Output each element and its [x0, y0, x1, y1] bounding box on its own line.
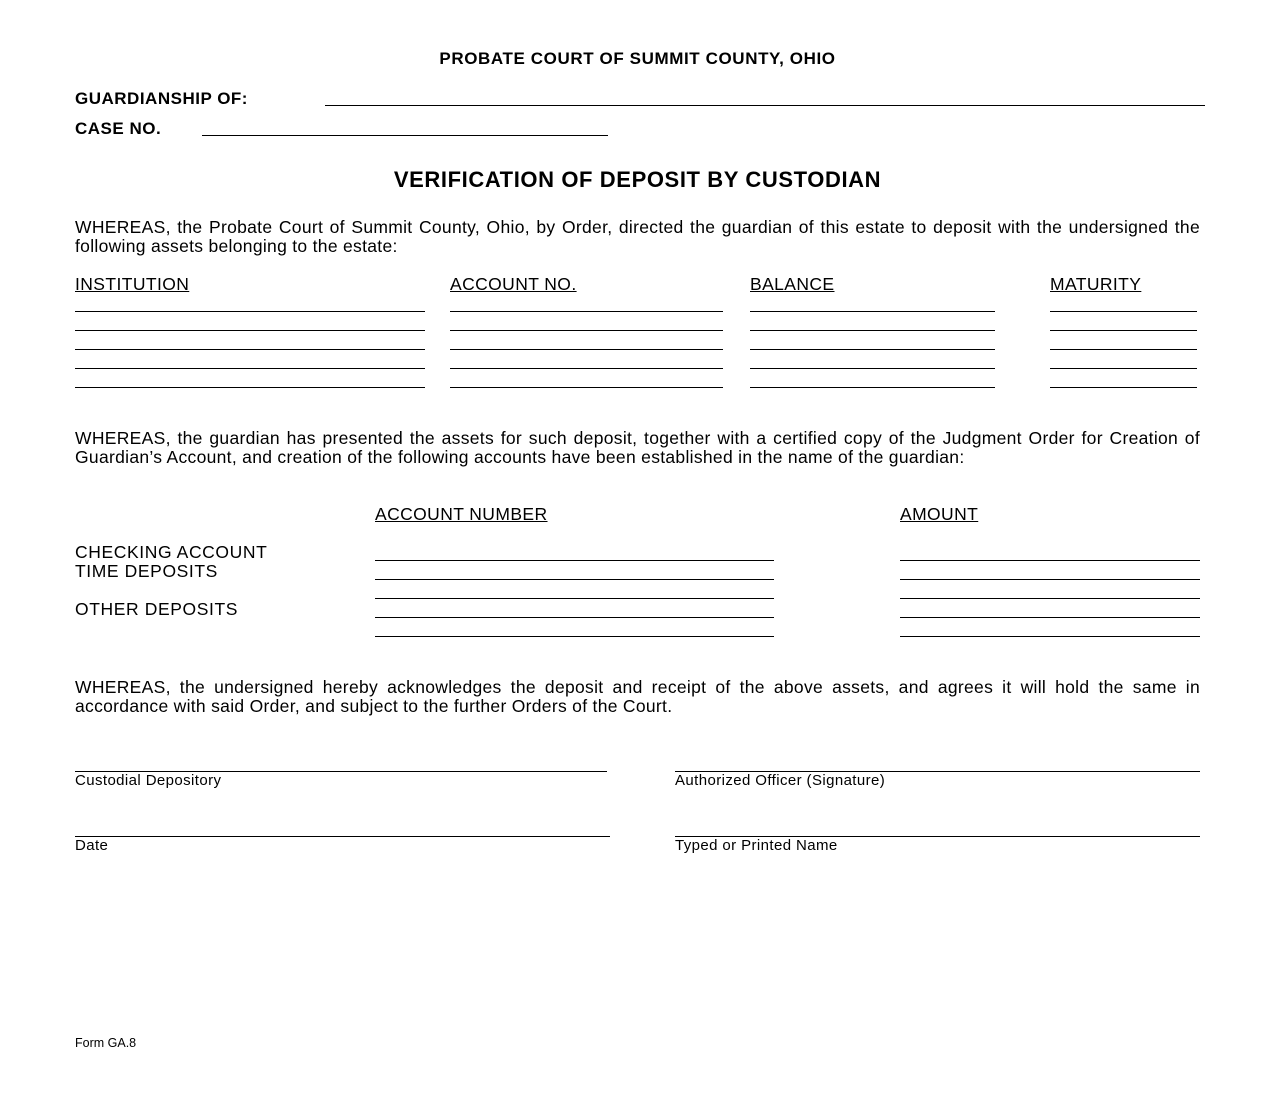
- account-number-input[interactable]: [375, 543, 774, 559]
- asset-account-no-line: [450, 368, 723, 369]
- asset-institution-line: [75, 330, 425, 331]
- asset-maturity-input[interactable]: [1050, 370, 1197, 386]
- asset-balance-input[interactable]: [750, 294, 995, 310]
- form-title: VERIFICATION OF DEPOSIT BY CUSTODIAN: [393, 167, 882, 192]
- account-number-line: [375, 636, 774, 637]
- asset-account-no-input[interactable]: [450, 294, 723, 310]
- amount-line: [900, 617, 1200, 618]
- asset-account-no-input[interactable]: [450, 313, 723, 329]
- label-checking-account: CHECKING ACCOUNT: [75, 542, 268, 562]
- custodial-depository-label: Custodial Depository: [75, 772, 222, 789]
- date-line[interactable]: [75, 836, 610, 837]
- account-number-line: [375, 560, 774, 561]
- asset-balance-input[interactable]: [750, 351, 995, 367]
- asset-maturity-line: [1050, 387, 1197, 388]
- asset-maturity-line: [1050, 330, 1197, 331]
- amount-input[interactable]: [900, 543, 1200, 559]
- asset-institution-input[interactable]: [75, 294, 425, 310]
- asset-account-no-line: [450, 330, 723, 331]
- col-header-account-number: ACCOUNT NUMBER: [375, 504, 548, 524]
- court-name: PROBATE COURT OF SUMMIT COUNTY, OHIO: [439, 49, 836, 68]
- amount-input[interactable]: [900, 581, 1200, 597]
- form-number: Form GA.8: [75, 1036, 137, 1050]
- asset-institution-input[interactable]: [75, 351, 425, 367]
- asset-maturity-line: [1050, 311, 1197, 312]
- amount-line: [900, 579, 1200, 580]
- asset-institution-line: [75, 311, 425, 312]
- case-number-input[interactable]: [205, 116, 605, 134]
- asset-institution-line: [75, 349, 425, 350]
- asset-account-no-input[interactable]: [450, 370, 723, 386]
- account-number-line: [375, 579, 774, 580]
- account-number-line: [375, 617, 774, 618]
- account-number-line: [375, 598, 774, 599]
- asset-maturity-input[interactable]: [1050, 332, 1197, 348]
- asset-balance-input[interactable]: [750, 332, 995, 348]
- paragraph-presented: WHEREAS, the guardian has presented the assets for such deposit, together with a certified copy of the Judgment Order for Creation of Guardian’s Account, and creation of the following accounts have been established in the name of the guardian:: [75, 428, 1200, 467]
- asset-institution-input[interactable]: [75, 332, 425, 348]
- col-header-balance: BALANCE: [750, 274, 835, 294]
- asset-account-no-line: [450, 387, 723, 388]
- case-number-underline: [202, 135, 608, 136]
- col-header-maturity: MATURITY: [1050, 274, 1142, 294]
- amount-line: [900, 560, 1200, 561]
- authorized-officer-label: Authorized Officer (Signature): [675, 772, 886, 789]
- account-number-input[interactable]: [375, 619, 774, 635]
- guardianship-input[interactable]: [328, 86, 1203, 104]
- asset-balance-line: [750, 330, 995, 331]
- asset-balance-line: [750, 349, 995, 350]
- asset-maturity-input[interactable]: [1050, 294, 1197, 310]
- asset-institution-line: [75, 387, 425, 388]
- guardianship-underline: [325, 105, 1205, 106]
- asset-maturity-line: [1050, 368, 1197, 369]
- amount-input[interactable]: [900, 600, 1200, 616]
- asset-balance-line: [750, 368, 995, 369]
- asset-account-no-line: [450, 349, 723, 350]
- paragraph-acknowledgement: WHEREAS, the undersigned hereby acknowledges the deposit and receipt of the above assets, and agrees it will hold the same in accordance with said Order, and subject to the further Orders of the Court.: [75, 677, 1200, 716]
- asset-institution-input[interactable]: [75, 313, 425, 329]
- asset-maturity-input[interactable]: [1050, 351, 1197, 367]
- col-header-account-no: ACCOUNT NO.: [450, 274, 577, 294]
- amount-input[interactable]: [900, 562, 1200, 578]
- guardianship-label: GUARDIANSHIP OF:: [75, 89, 248, 108]
- asset-balance-input[interactable]: [750, 313, 995, 329]
- typed-name-label: Typed or Printed Name: [675, 837, 838, 854]
- date-label: Date: [75, 837, 109, 854]
- asset-balance-input[interactable]: [750, 370, 995, 386]
- asset-account-no-input[interactable]: [450, 351, 723, 367]
- asset-maturity-line: [1050, 349, 1197, 350]
- asset-maturity-input[interactable]: [1050, 313, 1197, 329]
- label-other-deposits: OTHER DEPOSITS: [75, 599, 239, 619]
- label-time-deposits: TIME DEPOSITS: [75, 561, 218, 581]
- account-number-input[interactable]: [375, 562, 774, 578]
- asset-institution-line: [75, 368, 425, 369]
- case-number-label: CASE NO.: [75, 119, 162, 138]
- asset-account-no-input[interactable]: [450, 332, 723, 348]
- account-number-input[interactable]: [375, 581, 774, 597]
- asset-account-no-line: [450, 311, 723, 312]
- amount-line: [900, 636, 1200, 637]
- asset-institution-input[interactable]: [75, 370, 425, 386]
- col-header-institution: INSTITUTION: [75, 274, 190, 294]
- account-number-input[interactable]: [375, 600, 774, 616]
- amount-line: [900, 598, 1200, 599]
- paragraph-order: WHEREAS, the Probate Court of Summit County, Ohio, by Order, directed the guardian of this estate to deposit with the undersigned the following assets belonging to the estate:: [75, 217, 1200, 256]
- asset-balance-line: [750, 387, 995, 388]
- col-header-amount: AMOUNT: [900, 504, 979, 524]
- asset-balance-line: [750, 311, 995, 312]
- amount-input[interactable]: [900, 619, 1200, 635]
